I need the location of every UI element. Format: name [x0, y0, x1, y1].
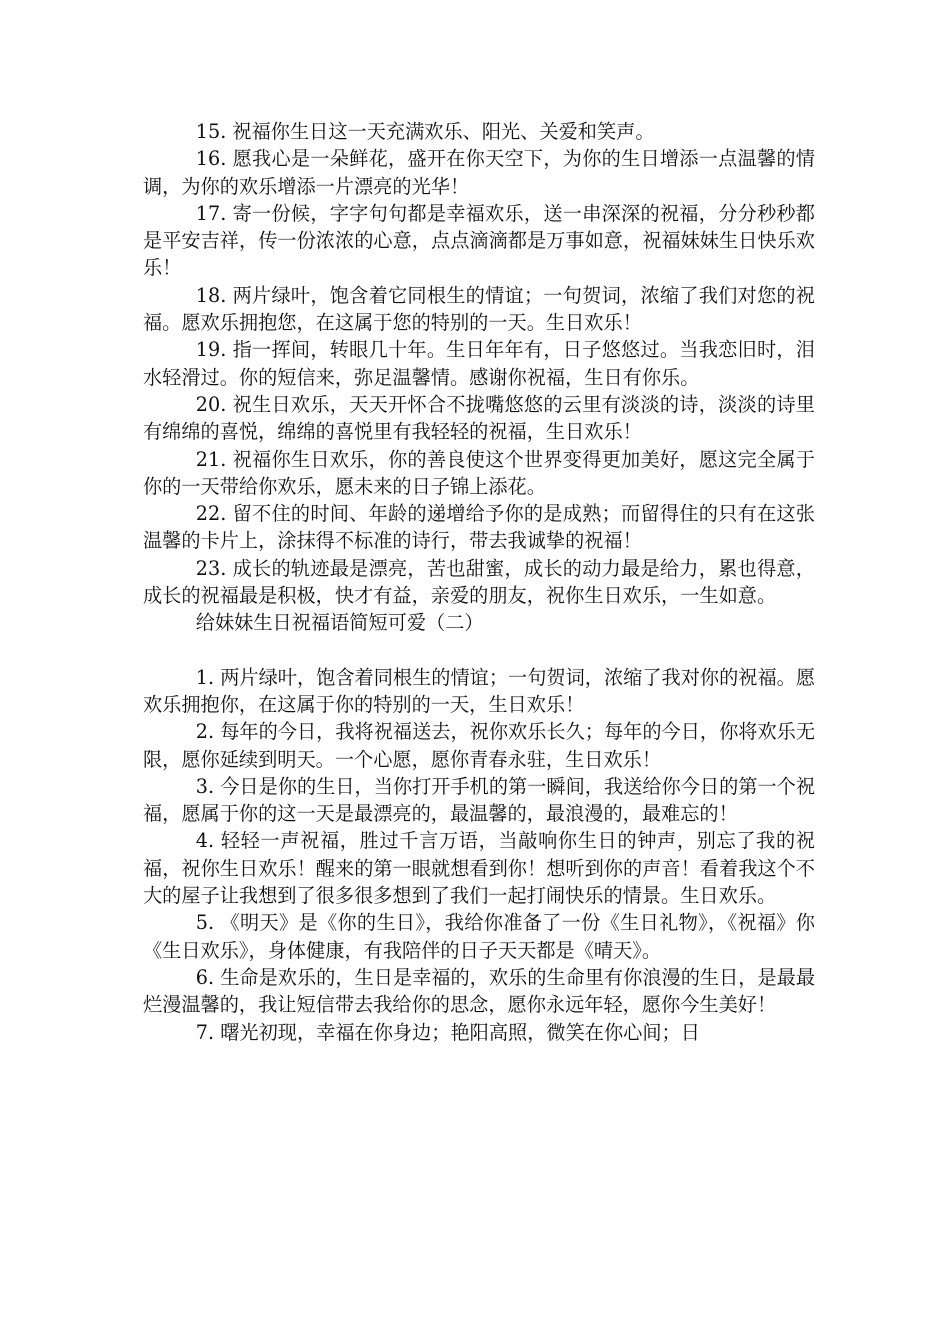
paragraph-6: 6. 生命是欢乐的，生日是幸福的，欢乐的生命里有你浪漫的生日，是最最烂漫温馨的，我让短信带去我给你的思念，愿你永远年轻，愿你今生美好！ [143, 965, 816, 1017]
paragraph-15: 15. 祝福你生日这一天充满欢乐、阳光、关爱和笑声。 [195, 120, 655, 143]
section-heading: 给妹妹生日祝福语简短可爱（二） [195, 611, 484, 635]
paragraph-18: 18. 两片绿叶，饱含着它同根生的情谊；一句贺词，浓缩了我们对您的祝福。愿欢乐拥抱您，在这属于您的特别的一天。生日欢乐！ [143, 283, 815, 335]
paragraph-16: 16. 愿我心是一朵鲜花，盛开在你天空下，为你的生日增添一点温馨的情调，为你的欢乐增添一片漂亮的光华！ [143, 147, 815, 198]
paragraph-23: 23. 成长的轨迹最是漂亮，苦也甜蜜，成长的动力最是给力，累也得意，成长的祝福最是积极，快才有益，亲爱的朋友，祝你生日欢乐，一生如意。 [143, 556, 815, 608]
paragraph-20: 20. 祝生日欢乐，天天开怀合不拢嘴悠悠的云里有淡淡的诗，淡淡的诗里有绵绵的喜悦，绵绵的喜悦里有我轻轻的祝福，生日欢乐！ [143, 392, 815, 444]
paragraph-5: 5. 《明天》是《你的生日》，我给你准备了一份《生日礼物》，《祝福》你《生日欢乐》，身体健康，有我陪伴的日子天天都是《晴天》。 [143, 911, 815, 962]
paragraph-19: 19. 指一挥间，转眼几十年。生日年年有，日子悠悠过。当我恋旧时，泪水轻滑过。你的短信来，弥足温馨情。感谢你祝福，生日有你乐。 [143, 338, 815, 389]
paragraph-2: 2. 每年的今日，我将祝福送去，祝你欢乐长久；每年的今日，你将欢乐无限，愿你延续到明天。一个心愿，愿你青春永驻，生日欢乐！ [143, 720, 816, 771]
paragraph-17: 17. 寄一份候，字字句句都是幸福欢乐，送一串深深的祝福，分分秒秒都是平安吉祥，传一份浓浓的心意，点点滴滴都是万事如意，祝福妹妹生日快乐欢乐！ [143, 201, 815, 280]
document-body [143, 118, 815, 1046]
paragraph-21: 21. 祝福你生日欢乐，你的善良使这个世界变得更加美好，愿这完全属于你的一天带给你欢乐，愿未来的日子锦上添花。 [143, 447, 815, 498]
paragraph-1: 1. 两片绿叶，饱含着同根生的情谊；一句贺词，浓缩了我对你的祝福。愿欢乐拥抱你，在这属于你的特别的一天，生日欢乐！ [143, 665, 816, 716]
paragraph-4: 4. 轻轻一声祝福，胜过千言万语，当敲响你生日的钟声，别忘了我的祝福，祝你生日欢乐！醒来的第一眼就想看到你！想听到你的声音！看着我这个不大的屋子让我想到了很多很多想到了我们一起打闹快乐的情景。生日欢乐。 [143, 829, 815, 908]
paragraph-22: 22. 留不住的时间、年龄的递增给予你的是成熟；而留得住的只有在这张温馨的卡片上，涂抹得不标准的诗行，带去我诚挚的祝福！ [143, 502, 815, 553]
paragraph-7: 7. 曙光初现，幸福在你身边；艳阳高照，微笑在你心间；日 [195, 1020, 700, 1044]
paragraph-3: 3. 今日是你的生日，当你打开手机的第一瞬间，我送给你今日的第一个祝福，愿属于你的这一天是最漂亮的，最温馨的，最浪漫的，最难忘的！ [143, 774, 816, 826]
